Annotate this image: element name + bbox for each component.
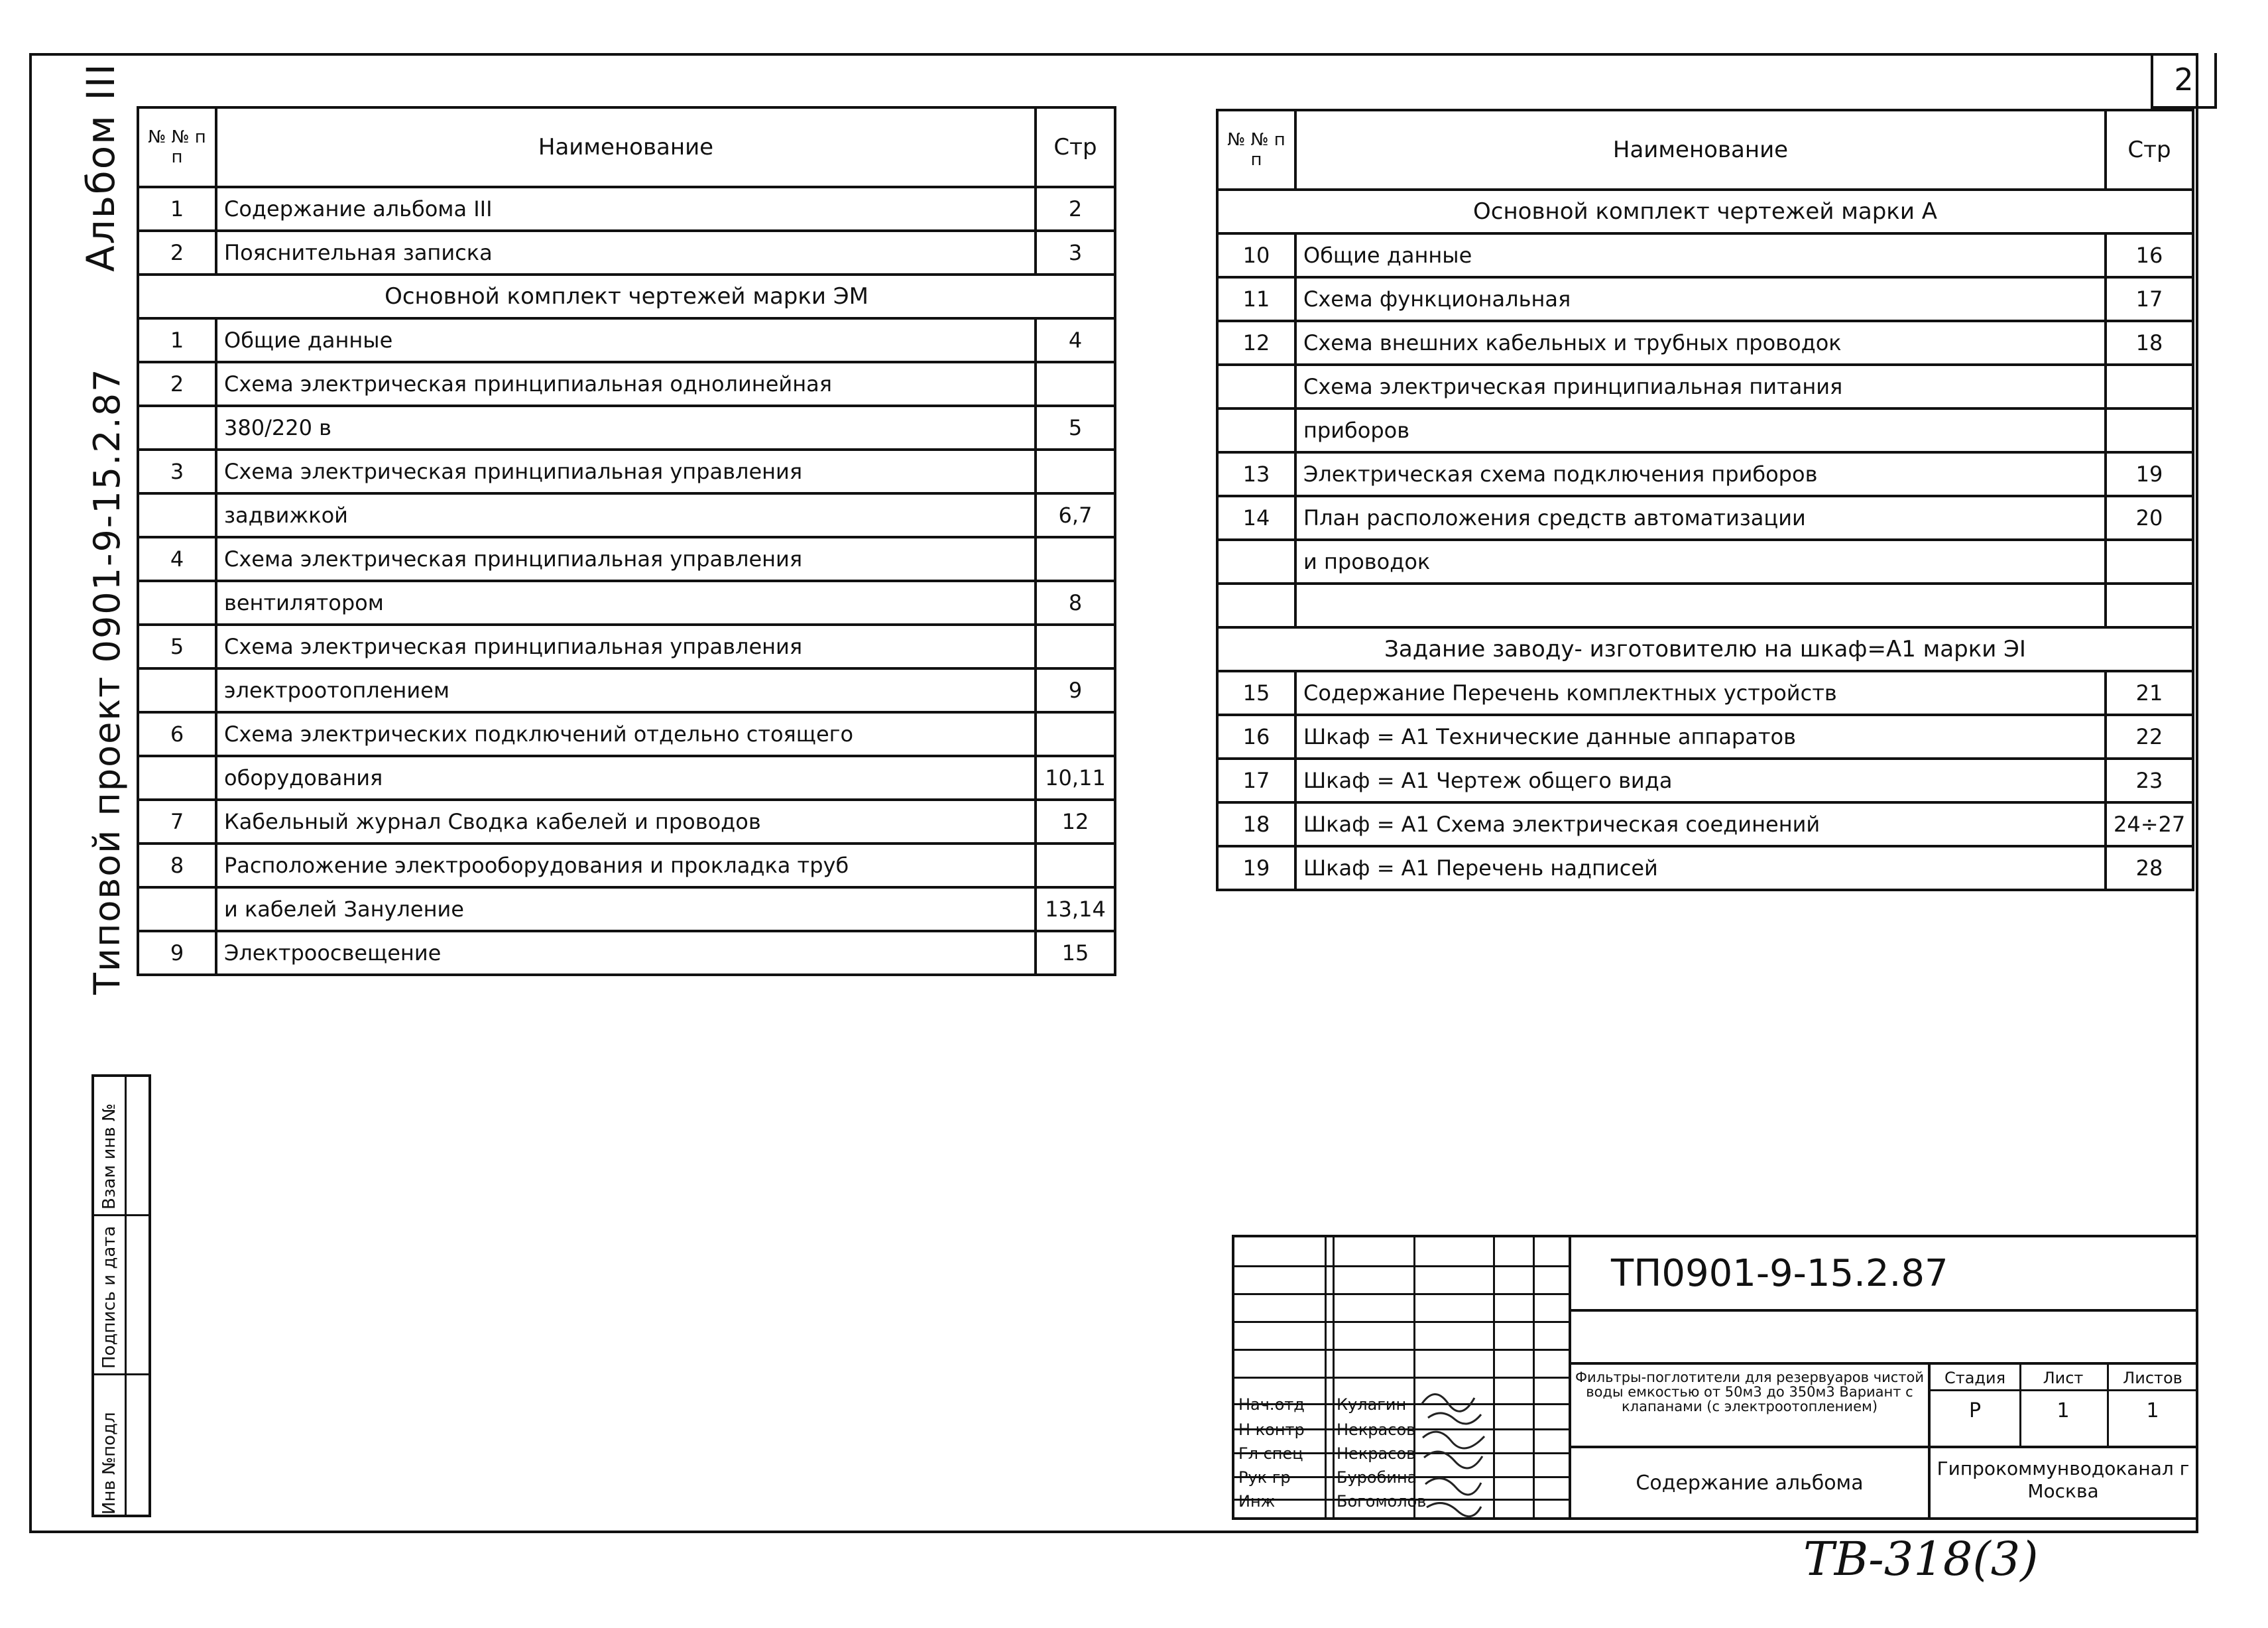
table-row — [138, 625, 1115, 668]
row-page — [1036, 712, 1115, 756]
row-number: 13 — [1217, 452, 1295, 496]
table-row — [1217, 365, 2193, 408]
table-row — [138, 844, 1115, 887]
role-4: Рук гр — [1238, 1468, 1291, 1487]
row-name: Общие данные — [216, 318, 1036, 362]
row-page: 10,11 — [1036, 756, 1115, 800]
row-name: вентилятором — [216, 581, 1036, 625]
table-row — [138, 318, 1115, 362]
role-5: Инж — [1238, 1492, 1276, 1511]
table-row — [138, 931, 1115, 975]
table-row — [138, 800, 1115, 844]
table-row — [1217, 408, 2193, 452]
row-name: Шкаф = А1 Перечень надписей — [1295, 846, 2106, 890]
sheet-value: 1 — [2057, 1399, 2070, 1422]
row-page: 13,14 — [1036, 887, 1115, 931]
row-name: Электроосвещение — [216, 931, 1036, 975]
role-3: Гл спец — [1238, 1444, 1303, 1463]
sheets-value: 1 — [2146, 1399, 2159, 1422]
table-row — [1217, 715, 2193, 759]
row-number: 16 — [1217, 715, 1295, 759]
organization: Гипрокоммунводоканал г Москва — [1931, 1448, 2198, 1520]
row-name: Кабельный журнал Сводка кабелей и проводов — [216, 800, 1036, 844]
table-row — [1217, 540, 2193, 584]
table-row — [1217, 190, 2193, 233]
table-row — [138, 581, 1115, 625]
row-name: Схема электрическая принципиальная управления — [216, 625, 1036, 668]
row-page — [1036, 625, 1115, 668]
row-page: 5 — [1036, 406, 1115, 450]
row-number — [138, 581, 216, 625]
row-name: Пояснительная записка — [216, 231, 1036, 275]
row-number: 12 — [1217, 321, 1295, 365]
row-name: Схема электрическая принципиальная однолинейная — [216, 362, 1036, 406]
sign-date-label: Подпись и дата — [99, 1225, 119, 1369]
row-page — [2106, 365, 2193, 408]
row-page: 23 — [2106, 759, 2193, 802]
row-name: и проводок — [1295, 540, 2106, 584]
table-row — [138, 493, 1115, 537]
table-row — [138, 450, 1115, 493]
title-block — [1232, 1235, 2198, 1520]
stage-label: Стадия — [1931, 1365, 2019, 1391]
row-page: 19 — [2106, 452, 2193, 496]
row-page: 9 — [1036, 668, 1115, 712]
row-name: Общие данные — [1295, 233, 2106, 277]
row-page: 17 — [2106, 277, 2193, 321]
row-number: 4 — [138, 537, 216, 581]
row-number: 2 — [138, 231, 216, 275]
row-page: 21 — [2106, 671, 2193, 715]
row-number: 6 — [138, 712, 216, 756]
row-number: 10 — [1217, 233, 1295, 277]
col-page-header: Стр — [2106, 110, 2193, 190]
row-name: электроотоплением — [216, 668, 1036, 712]
table-row — [138, 887, 1115, 931]
row-name: Схема функциональная — [1295, 277, 2106, 321]
role-1: Нач.отд — [1238, 1395, 1305, 1414]
row-name: Содержание альбома III — [216, 187, 1036, 231]
row-number: 9 — [138, 931, 216, 975]
row-page: 3 — [1036, 231, 1115, 275]
row-number: 14 — [1217, 496, 1295, 540]
row-name: Электрическая схема подключения приборов — [1295, 452, 2106, 496]
table-row — [1217, 759, 2193, 802]
row-name: Расположение электрооборудования и прокладка труб — [216, 844, 1036, 887]
row-number: 8 — [138, 844, 216, 887]
row-name: Схема электрическая принципиальная управления — [216, 537, 1036, 581]
table-row — [138, 275, 1115, 318]
row-page — [2106, 584, 2193, 627]
row-number: 5 — [138, 625, 216, 668]
table-row — [1217, 277, 2193, 321]
row-name: Схема внешних кабельных и трубных проводок — [1295, 321, 2106, 365]
row-name: приборов — [1295, 408, 2106, 452]
table-row — [138, 712, 1115, 756]
table-row — [138, 668, 1115, 712]
row-page: 4 — [1036, 318, 1115, 362]
row-number — [1217, 540, 1295, 584]
row-name: Схема электрических подключений отдельно стоящего — [216, 712, 1036, 756]
row-page: 18 — [2106, 321, 2193, 365]
row-number — [1217, 365, 1295, 408]
table-row — [138, 756, 1115, 800]
row-page: 28 — [2106, 846, 2193, 890]
row-page — [1036, 844, 1115, 887]
row-number — [1217, 584, 1295, 627]
row-page: 24÷27 — [2106, 802, 2193, 846]
table-row — [138, 231, 1115, 275]
row-name: задвижкой — [216, 493, 1036, 537]
table-row — [138, 537, 1115, 581]
row-name: План расположения средств автоматизации — [1295, 496, 2106, 540]
table-row — [1217, 802, 2193, 846]
col-page-header: Стр — [1036, 107, 1115, 187]
table-row — [1217, 671, 2193, 715]
row-page: 2 — [1036, 187, 1115, 231]
project-description: Фильтры-поглотители для резервуаров чистой воды емкостью от 50м3 до 350м3 Вариант с клапанами (с электроотоплением) — [1571, 1365, 1931, 1448]
row-number: 19 — [1217, 846, 1295, 890]
row-number: 1 — [138, 187, 216, 231]
sheets-label: Листов — [2107, 1365, 2198, 1391]
col-num-header: № № п п — [1217, 110, 1295, 190]
archive-mark: ТВ-318(3) — [1803, 1532, 2039, 1586]
inv-orig-label: Инв №подл — [99, 1412, 119, 1515]
album-label: Альбом III — [78, 62, 123, 272]
row-number: 3 — [138, 450, 216, 493]
stage-value: Р — [1968, 1399, 1982, 1422]
right-index-table — [1216, 109, 2194, 891]
row-name: Шкаф = А1 Схема электрическая соединений — [1295, 802, 2106, 846]
side-stamp — [91, 1074, 151, 1517]
role-2: Н контр — [1238, 1420, 1305, 1439]
row-number — [138, 668, 216, 712]
row-number — [138, 756, 216, 800]
table-row — [138, 187, 1115, 231]
row-name — [1295, 584, 2106, 627]
row-page — [1036, 537, 1115, 581]
name-2: Некрасов — [1337, 1420, 1416, 1439]
document-code: ТП0901-9-15.2.87 — [1571, 1235, 2198, 1312]
table-row — [1217, 321, 2193, 365]
row-number: 15 — [1217, 671, 1295, 715]
name-3: Некрасов — [1337, 1444, 1416, 1463]
row-page: 15 — [1036, 931, 1115, 975]
sheet-title: Содержание альбома — [1571, 1448, 1931, 1520]
row-name: Шкаф = А1 Чертеж общего вида — [1295, 759, 2106, 802]
row-page — [2106, 408, 2193, 452]
inv-replace-label: Взам инв № — [99, 1103, 119, 1210]
table-row — [1217, 452, 2193, 496]
row-page — [1036, 450, 1115, 493]
project-label: Типовой проект 0901-9-15.2.87 — [86, 367, 128, 995]
row-number — [1217, 408, 1295, 452]
row-number: 17 — [1217, 759, 1295, 802]
table-row — [138, 362, 1115, 406]
table-row — [1217, 627, 2193, 671]
left-index-table — [137, 106, 1116, 976]
col-name-header: Наименование — [216, 107, 1036, 187]
stage-grid — [1931, 1365, 2198, 1448]
row-name: Схема электрическая принципиальная питания — [1295, 365, 2106, 408]
row-name: оборудования — [216, 756, 1036, 800]
table-row — [1217, 233, 2193, 277]
name-5: Богомолов — [1337, 1492, 1427, 1511]
row-page — [1036, 362, 1115, 406]
row-page: 20 — [2106, 496, 2193, 540]
signature-scribbles — [1415, 1378, 1494, 1521]
row-page: 6,7 — [1036, 493, 1115, 537]
sheet-label: Лист — [2019, 1365, 2107, 1391]
row-page — [2106, 540, 2193, 584]
table-row — [1217, 846, 2193, 890]
row-name: Содержание Перечень комплектных устройств — [1295, 671, 2106, 715]
row-number: 1 — [138, 318, 216, 362]
section-heading: Основной комплект чертежей марки А — [1217, 190, 2193, 233]
row-page: 12 — [1036, 800, 1115, 844]
section-heading: Основной комплект чертежей марки ЭМ — [138, 275, 1115, 318]
name-4: Буробина — [1337, 1468, 1417, 1487]
section-heading: Задание заводу- изготовителю на шкаф=А1 марки ЭI — [1217, 627, 2193, 671]
row-number: 18 — [1217, 802, 1295, 846]
row-number: 11 — [1217, 277, 1295, 321]
row-page: 22 — [2106, 715, 2193, 759]
row-number: 2 — [138, 362, 216, 406]
table-row — [1217, 584, 2193, 627]
col-name-header: Наименование — [1295, 110, 2106, 190]
row-page: 8 — [1036, 581, 1115, 625]
row-number: 7 — [138, 800, 216, 844]
row-name: Шкаф = А1 Технические данные аппаратов — [1295, 715, 2106, 759]
row-name: и кабелей Зануление — [216, 887, 1036, 931]
name-1: Кулагин — [1337, 1395, 1407, 1414]
col-num-header: № № п п — [138, 107, 216, 187]
row-name: Схема электрическая принципиальная управления — [216, 450, 1036, 493]
table-row — [138, 406, 1115, 450]
sheet-number: 2 — [2151, 53, 2217, 109]
row-name: 380/220 в — [216, 406, 1036, 450]
signature-grid — [1232, 1235, 1571, 1520]
table-row — [1217, 496, 2193, 540]
row-page: 16 — [2106, 233, 2193, 277]
title-empty-row — [1571, 1312, 2198, 1365]
row-number — [138, 887, 216, 931]
row-number — [138, 406, 216, 450]
row-number — [138, 493, 216, 537]
